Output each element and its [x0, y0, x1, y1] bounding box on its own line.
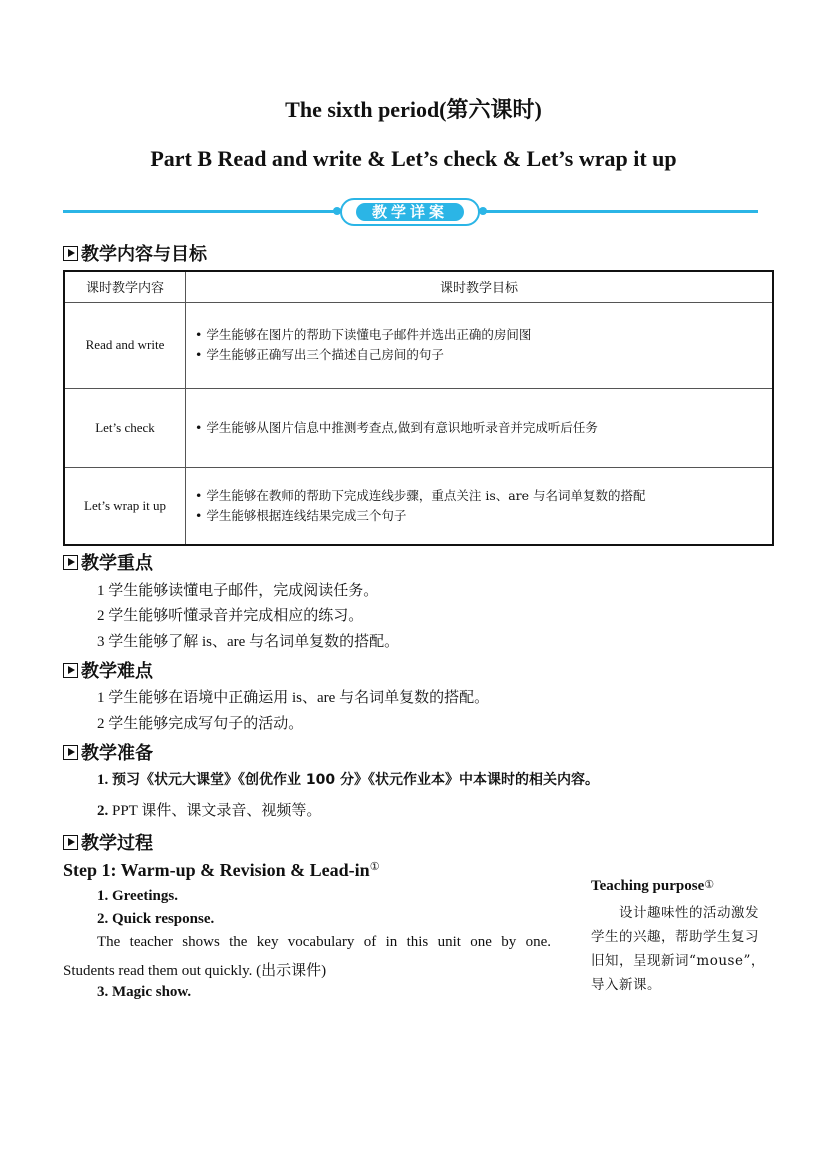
footnote-mark: ① — [369, 861, 380, 873]
step-title: Step 1: Warm-up & Revision & Lead-in① — [63, 860, 380, 880]
play-triangle-icon — [63, 246, 78, 261]
table-cell-goals — [186, 388, 774, 467]
page-subtitle: Part B Read and write & Let’s check & Let’s wrap it up — [150, 146, 677, 171]
page-title: The sixth period(第六课时) — [285, 97, 542, 122]
play-triangle-icon — [63, 835, 78, 850]
section-heading-difficulties: 教学难点 — [63, 657, 153, 683]
section-heading-key-points: 教学重点 — [63, 549, 153, 575]
step-body-line: The teacher shows the key vocabulary of in this unit one by one. — [97, 934, 551, 950]
step-body-line: Students read them out quickly. (出示课件) — [63, 963, 327, 979]
section-heading-preparation: 教学准备 — [63, 739, 153, 765]
goal-item: • 学生能够正确写出三个描述自己房间的句子 — [195, 347, 444, 362]
key-point-item: 3 学生能够了解 is、are 与名词单复数的搭配。 — [97, 634, 400, 650]
play-triangle-icon — [63, 663, 78, 678]
step-item: 2. Quick response. — [97, 911, 215, 927]
table-header-content: 课时教学内容 — [64, 271, 186, 302]
goal-item: • 学生能够从图片信息中推测考查点,做到有意识地听录音并完成听后任务 — [195, 419, 598, 435]
key-point-item: 2 学生能够听懂录音并完成相应的练习。 — [97, 608, 364, 624]
banner-line-right — [486, 210, 758, 213]
table-cell-content: Let’s wrap it up — [64, 467, 186, 545]
play-triangle-icon — [63, 745, 78, 760]
banner-line-left — [63, 210, 335, 213]
goal-item: • 学生能够在教师的帮助下完成连线步骤，重点关注 is、are 与名词单复数的搭配 — [195, 487, 646, 503]
banner-badge — [340, 198, 480, 226]
teaching-purpose-body: 设计趣味性的活动激发学生的兴趣，帮助学生复习旧知，呈现新词“mouse”，导入新课。 — [591, 905, 765, 993]
difficulty-item: 2 学生能够完成写句子的活动。 — [97, 716, 304, 732]
table-cell-content: Read and write — [64, 302, 186, 388]
teaching-purpose-title: Teaching purpose① — [591, 878, 715, 894]
preparation-item-1: 1. 预习《状元大课堂》《创优作业 100 分》《状元作业本》中本课时的相关内容。 — [97, 772, 599, 788]
banner-label: 教学详案 — [356, 203, 464, 221]
goal-item: • 学生能够根据连线结果完成三个句子 — [195, 507, 407, 523]
goals-table — [63, 270, 774, 546]
preparation-item-2: 2. PPT 课件、课文录音、视频等。 — [97, 803, 322, 819]
table-row — [64, 302, 773, 388]
table-row — [64, 388, 773, 467]
table-row — [64, 467, 773, 545]
key-point-item: 1 学生能够读懂电子邮件，完成阅读任务。 — [97, 583, 379, 599]
footnote-mark: ① — [704, 879, 715, 891]
section-heading-process: 教学过程 — [63, 829, 153, 855]
table-cell-content: Let’s check — [64, 388, 186, 467]
step-item: 3. Magic show. — [97, 984, 192, 1000]
table-header-goals: 课时教学目标 — [186, 271, 774, 302]
table-cell-goals — [186, 467, 774, 545]
step-item: 1. Greetings. — [97, 888, 178, 904]
play-triangle-icon — [63, 555, 78, 570]
section-heading-content-goals: 教学内容与目标 — [63, 240, 207, 266]
table-header-row — [64, 271, 773, 302]
goal-item: • 学生能够在图片的帮助下读懂电子邮件并选出正确的房间图 — [195, 327, 532, 342]
difficulty-item: 1 学生能够在语境中正确运用 is、are 与名词单复数的搭配。 — [97, 690, 490, 706]
table-cell-goals — [186, 302, 774, 388]
